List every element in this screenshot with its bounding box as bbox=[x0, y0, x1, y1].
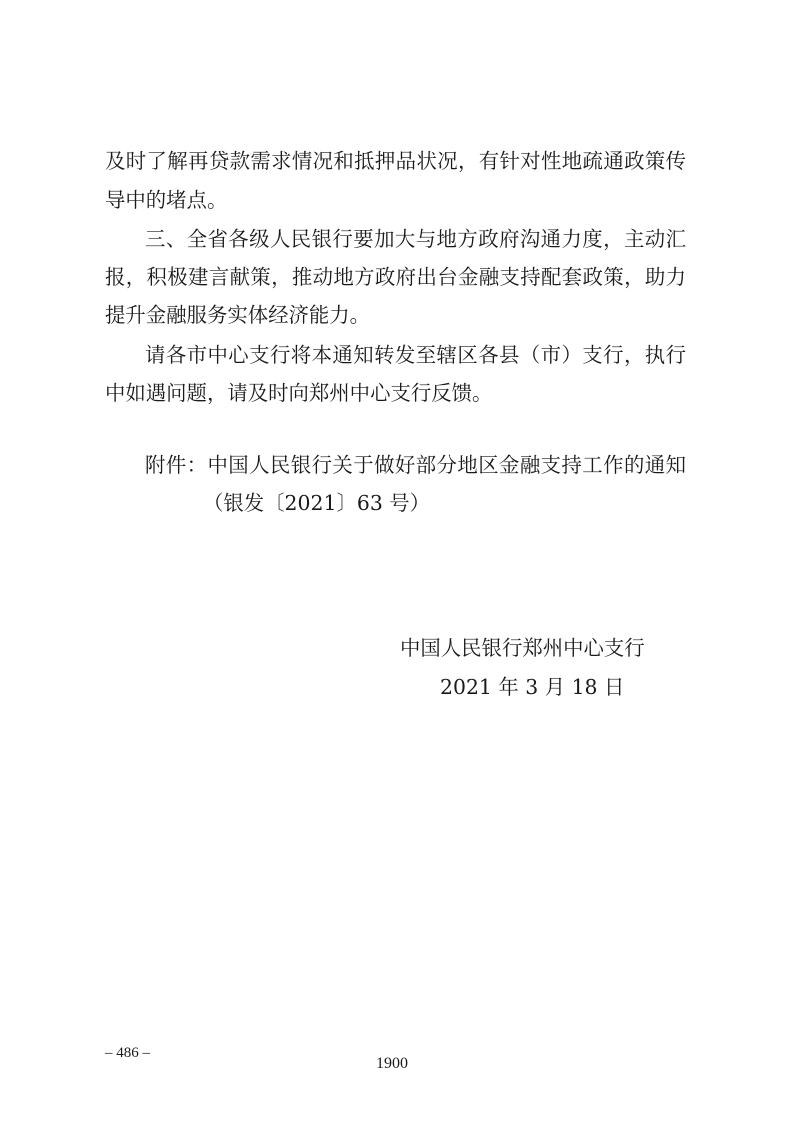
body-line: 导中的堵点。 bbox=[105, 188, 228, 212]
body-line: 提升金融服务实体经济能力。 bbox=[105, 303, 371, 327]
body-line: 中如遇问题，请及时向郑州中心支行反馈。 bbox=[105, 381, 493, 405]
issuer-name: 中国人民银行郑州中心支行 bbox=[400, 636, 645, 660]
body-line: 请各市中心支行将本通知转发至辖区各县（市）支行，执行 bbox=[145, 343, 686, 367]
attachment-line: 附件：中国人民银行关于做好部分地区金融支持工作的通知 bbox=[145, 453, 686, 477]
body-line: 三、全省各级人民银行要加大与地方政府沟通力度，主动汇 bbox=[145, 227, 686, 251]
attachment-line: （银发〔2021〕63 号） bbox=[203, 491, 431, 515]
body-line: 报，积极建言献策，推动地方政府出台金融支持配套政策，助力 bbox=[105, 265, 686, 289]
body-line: 及时了解再贷款需求情况和抵押品状况，有针对性地疏通政策传 bbox=[105, 149, 686, 173]
footer-code: 1900 bbox=[376, 1055, 408, 1072]
issue-date: 2021 年 3 月 18 日 bbox=[440, 675, 625, 699]
page-number: – 486 – bbox=[105, 1045, 150, 1061]
